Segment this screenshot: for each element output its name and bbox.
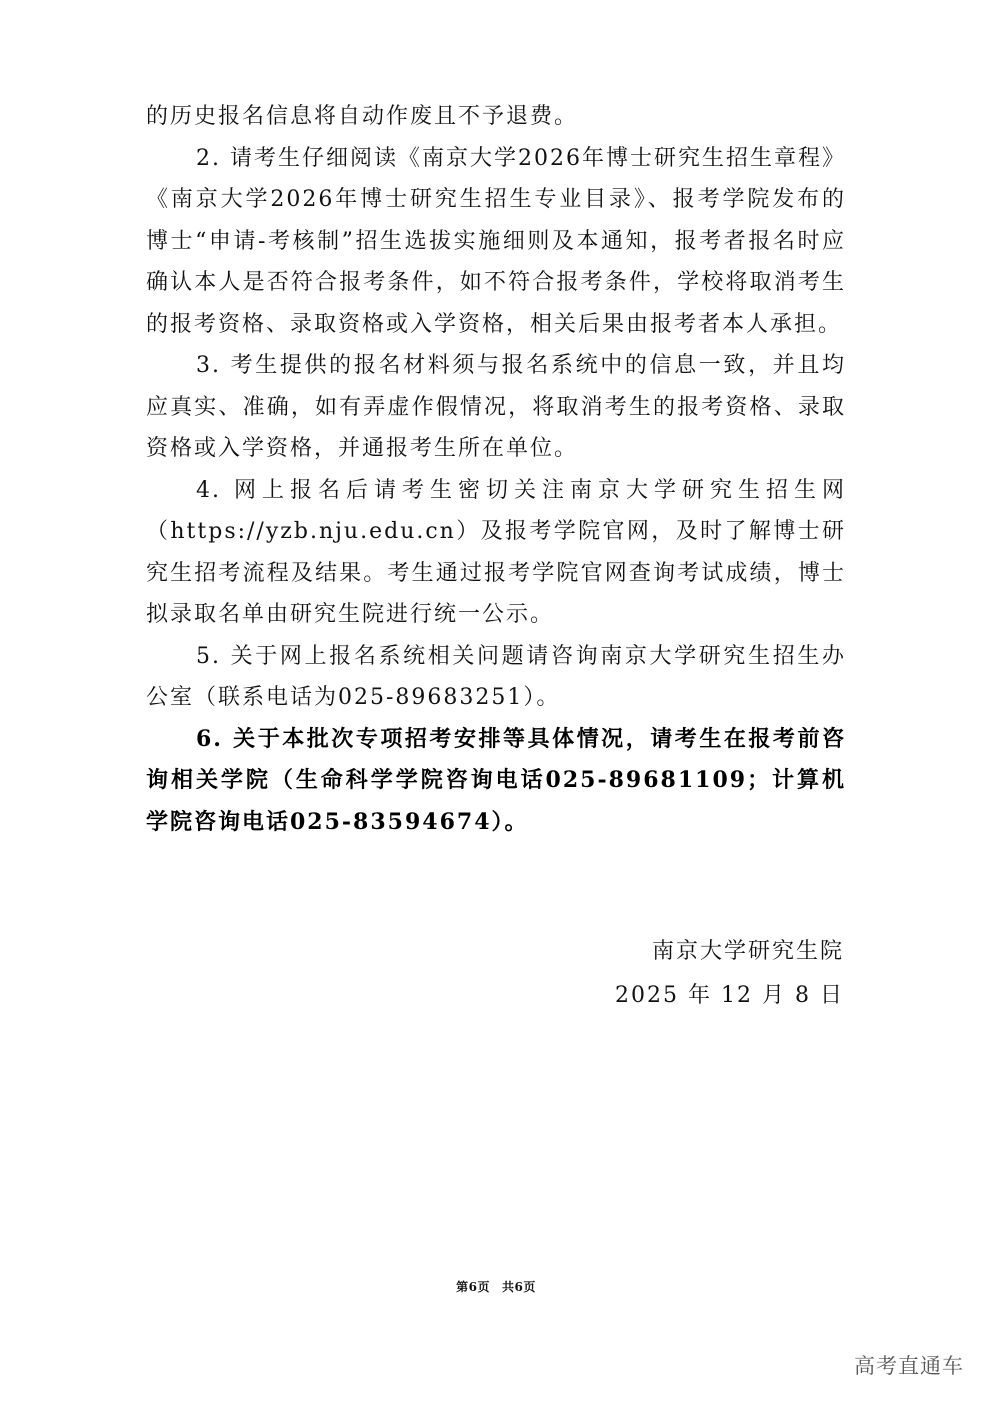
signature-block <box>615 930 844 1018</box>
paragraph-continuation: 的历史报名信息将自动作废且不予退费。 <box>146 104 579 129</box>
paragraph-item-4: 4. 网上报名后请考生密切关注南京大学研究生招生网（https://yzb.nju.edu.cn）及报考学院官网，及时了解博士研究生招考流程及结果。考生通过报考学院官网查询考试成绩，博士拟录取名单由研究生院进行统一公示。 <box>146 477 846 627</box>
document-body <box>146 96 846 843</box>
page-footer <box>0 1278 992 1295</box>
paragraph-item-5: 5. 关于网上报名系统相关问题请咨询南京大学研究生招生办公室（联系电话为025-89683251）。 <box>146 643 846 710</box>
paragraph-item-3: 3. 考生提供的报名材料须与报名系统中的信息一致，并且均应真实、准确，如有弄虚作假情况，将取消考生的报考资格、录取资格或入学资格，并通报考生所在单位。 <box>146 353 846 461</box>
signature-org: 南京大学研究生院 <box>651 939 844 964</box>
watermark: 高考直通车 <box>854 1354 964 1378</box>
paragraph-item-2: 2. 请考生仔细阅读《南京大学2026年博士研究生招生章程》《南京大学2026年博士研究生招生专业目录》、报考学院发布的博士“申请-考核制”招生选拔实施细则及本通知，报考者报名时应确认本人是否符合报考条件，如不符合报考条件，学校将取消考生的报考资格、录取资格或入学资格，相关后果由报考者本人承担。 <box>146 145 846 337</box>
page-number: 第6页 <box>456 1280 490 1294</box>
page-total: 共6页 <box>502 1280 536 1294</box>
signature-date: 2025 年 12 月 8 日 <box>615 983 844 1008</box>
paragraph-item-6: 6. 关于本批次专项招考安排等具体情况，请考生在报考前咨询相关学院（生命科学学院咨询电话025-89681109；计算机学院咨询电话025-83594674）。 <box>146 725 846 835</box>
